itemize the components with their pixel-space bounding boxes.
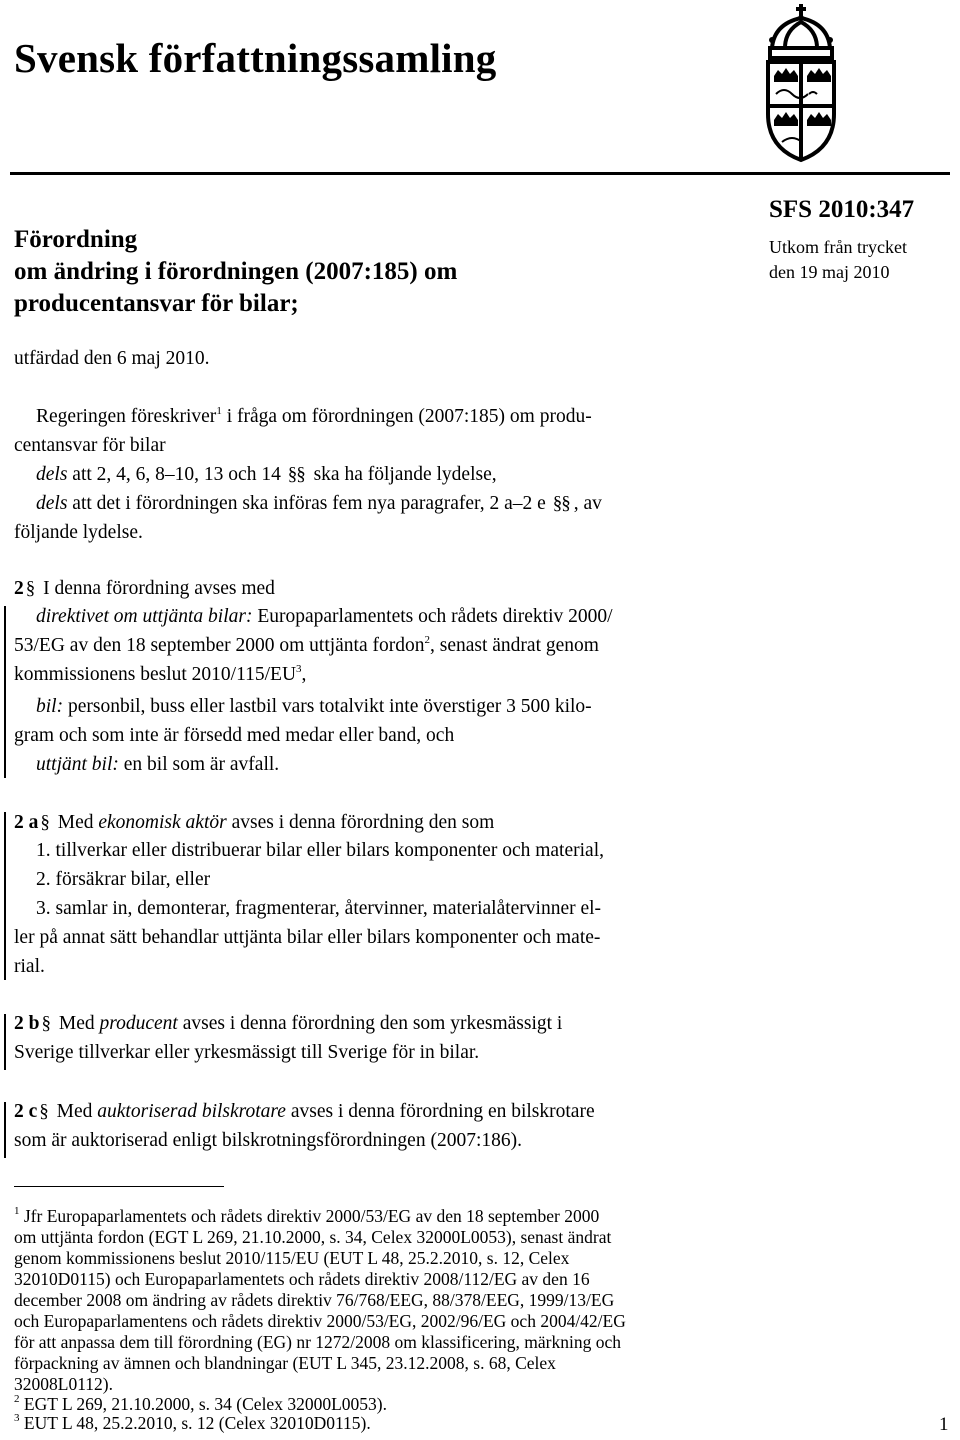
section-2b-heading bbox=[14, 1013, 562, 1035]
section-text: I denna förordning avses med bbox=[43, 578, 275, 599]
definition-text: en bil som är avfall. bbox=[123, 754, 280, 775]
footnote-1-line: 32008L0112). bbox=[14, 1374, 113, 1394]
defined-term: producent bbox=[99, 1013, 178, 1034]
preamble-text: att det i förordningen ska införas fem nya paragrafer, 2 a–2 e bbox=[72, 493, 546, 514]
footnote-ref: 1 bbox=[216, 405, 222, 417]
definition-text: Europaparlamentets och rådets direktiv 2000/ bbox=[257, 606, 613, 627]
definition-text: personbil, buss eller lastbil vars totalvikt inte överstiger 3 500 kilo- bbox=[67, 696, 592, 717]
footnote-ref: 3 bbox=[296, 663, 302, 675]
definition-text: , bbox=[301, 664, 307, 685]
sfs-number: SFS 2010:347 bbox=[769, 196, 915, 223]
definition-line: gram och som inte är försedd med medar eller band, och bbox=[14, 725, 455, 746]
issued-date: utfärdad den 6 maj 2010. bbox=[14, 348, 210, 369]
footnote-text: EGT L 269, 21.10.2000, s. 34 (Celex 32000L0053). bbox=[23, 1394, 387, 1414]
section-2a-heading bbox=[14, 812, 494, 834]
document-title bbox=[14, 224, 457, 320]
section-symbol: §§ bbox=[552, 493, 570, 514]
definition-line bbox=[36, 696, 592, 718]
keyword-dels: dels bbox=[36, 464, 68, 485]
change-bar bbox=[4, 812, 6, 980]
section-text: avses i denna förordning den som bbox=[231, 812, 495, 833]
section-number: 2 b bbox=[14, 1013, 40, 1034]
footnote-1-line: för att anpassa dem till förordning (EG) nr 1272/2008 om klassificering, märkning och bbox=[14, 1332, 622, 1352]
page-number: 1 bbox=[939, 1414, 949, 1435]
footnote-1-line: om uttjänta fordon (EGT L 269, 21.10.2000, s. 34, Celex 32000L0053), senast ändrat bbox=[14, 1227, 612, 1247]
definition-text: , senast ändrat genom bbox=[430, 635, 599, 656]
section-text: avses i denna förordning den som yrkesmässigt i bbox=[182, 1013, 563, 1034]
section-number: 2 c bbox=[14, 1101, 38, 1122]
definition-line bbox=[36, 606, 613, 628]
defined-term: uttjänt bil: bbox=[36, 754, 119, 775]
document-title-line: Förordning bbox=[14, 226, 138, 253]
defined-term: bil: bbox=[36, 696, 64, 717]
change-bar bbox=[4, 1102, 6, 1158]
list-item: 1. tillverkar eller distribuerar bilar eller bilars komponenter och material, bbox=[36, 840, 604, 861]
preamble-text: att 2, 4, 6, 8–10, 13 och 14 bbox=[72, 464, 281, 485]
footnote-1-line: 32010D0115) och Europaparlamentets och rådets direktiv 2008/112/EG av den 16 bbox=[14, 1269, 590, 1289]
document-title-line: producentansvar för bilar; bbox=[14, 290, 299, 317]
list-item: 3. samlar in, demonterar, fragmenterar, återvinner, materialåtervinner el- bbox=[36, 898, 602, 919]
preamble-line: följande lydelse. bbox=[14, 522, 143, 543]
definition-text: kommissionens beslut 2010/115/EU bbox=[14, 664, 297, 685]
document-title-line: om ändring i förordningen (2007:185) om bbox=[14, 258, 458, 285]
section-text-line: som är auktoriserad enligt bilskrotningsförordningen (2007:186). bbox=[14, 1130, 522, 1151]
definition-text: 53/EG av den 18 september 2000 om uttjänta fordon bbox=[14, 635, 425, 656]
footnote-number: 3 bbox=[14, 1412, 20, 1424]
section-symbol: § bbox=[39, 1101, 48, 1122]
preamble-line bbox=[36, 493, 602, 515]
section-2c-heading bbox=[14, 1101, 595, 1123]
defined-term: direktivet om uttjänta bilar: bbox=[36, 606, 253, 627]
change-bar bbox=[4, 1014, 6, 1070]
section-symbol: § bbox=[25, 578, 35, 599]
preamble-line: centansvar för bilar bbox=[14, 435, 166, 456]
footnote-1-line: genom kommissionens beslut 2010/115/EU (EUT L 48, 25.2.2010, s. 12, Celex bbox=[14, 1248, 570, 1268]
defined-term: auktoriserad bilskrotare bbox=[97, 1101, 286, 1122]
section-text: avses i denna förordning en bilskrotare bbox=[290, 1101, 595, 1122]
masthead-title: Svensk författningssamling bbox=[14, 35, 497, 81]
preamble-line bbox=[36, 464, 497, 486]
definition-line bbox=[14, 635, 599, 657]
preamble-text: i fråga om förordningen (2007:185) om produ- bbox=[226, 406, 592, 427]
section-text-line: Sverige tillverkar eller yrkesmässigt till Sverige för in bilar. bbox=[14, 1042, 480, 1063]
keyword-dels: dels bbox=[36, 493, 68, 514]
section-symbol: § bbox=[40, 812, 49, 833]
footnote-text: EUT L 48, 25.2.2010, s. 12 (Celex 32010D0115). bbox=[23, 1413, 371, 1433]
footnote-1-line: december 2008 om ändring av rådets direktiv 76/768/EEG, 88/378/EEG, 1999/13/EG bbox=[14, 1290, 615, 1310]
section-text: Med bbox=[56, 1101, 93, 1122]
preamble-text: Regeringen föreskriver bbox=[36, 406, 217, 427]
defined-term: ekonomisk aktör bbox=[98, 812, 227, 833]
section-number: 2 a bbox=[14, 812, 39, 833]
section-text: Med bbox=[57, 812, 94, 833]
header-rule bbox=[10, 172, 950, 175]
list-item-continued: ler på annat sätt behandlar uttjänta bilar eller bilars komponenter och mate- bbox=[14, 927, 601, 948]
footnote-ref: 2 bbox=[424, 634, 430, 646]
footnote-text: Jfr Europaparlamentets och rådets direktiv 2000/53/EG av den 18 september 2000 bbox=[23, 1206, 600, 1226]
list-item-continued: rial. bbox=[14, 956, 45, 977]
list-item: 2. försäkrar bilar, eller bbox=[36, 869, 211, 890]
definition-line bbox=[36, 754, 279, 776]
footnote-3 bbox=[14, 1413, 371, 1434]
section-symbol: §§ bbox=[287, 464, 305, 485]
published-date: den 19 maj 2010 bbox=[769, 262, 890, 282]
footnote-1-line bbox=[14, 1206, 599, 1227]
footnote-1-line: förpackning av ämnen och blandningar (EUT L 345, 23.12.2008, s. 68, Celex bbox=[14, 1353, 556, 1373]
footnote-2 bbox=[14, 1394, 387, 1415]
coat-of-arms-emblem bbox=[752, 2, 948, 164]
section-2-heading bbox=[14, 578, 275, 600]
footnote-rule bbox=[14, 1186, 224, 1187]
change-bar bbox=[4, 606, 6, 778]
footnote-number: 1 bbox=[14, 1205, 20, 1217]
preamble-line bbox=[36, 406, 592, 428]
section-text: Med bbox=[58, 1013, 95, 1034]
footnote-number: 2 bbox=[14, 1393, 20, 1405]
preamble-text: , av bbox=[573, 493, 602, 514]
published-line: Utkom från trycket bbox=[769, 237, 907, 257]
footnote-1-line: och Europaparlamentens och rådets direktiv 2000/53/EG, 2002/96/EG och 2004/42/EG bbox=[14, 1311, 626, 1331]
preamble-text: ska ha följande lydelse, bbox=[313, 464, 497, 485]
section-symbol: § bbox=[41, 1013, 50, 1034]
section-number: 2 bbox=[14, 578, 24, 599]
definition-line bbox=[14, 664, 306, 686]
